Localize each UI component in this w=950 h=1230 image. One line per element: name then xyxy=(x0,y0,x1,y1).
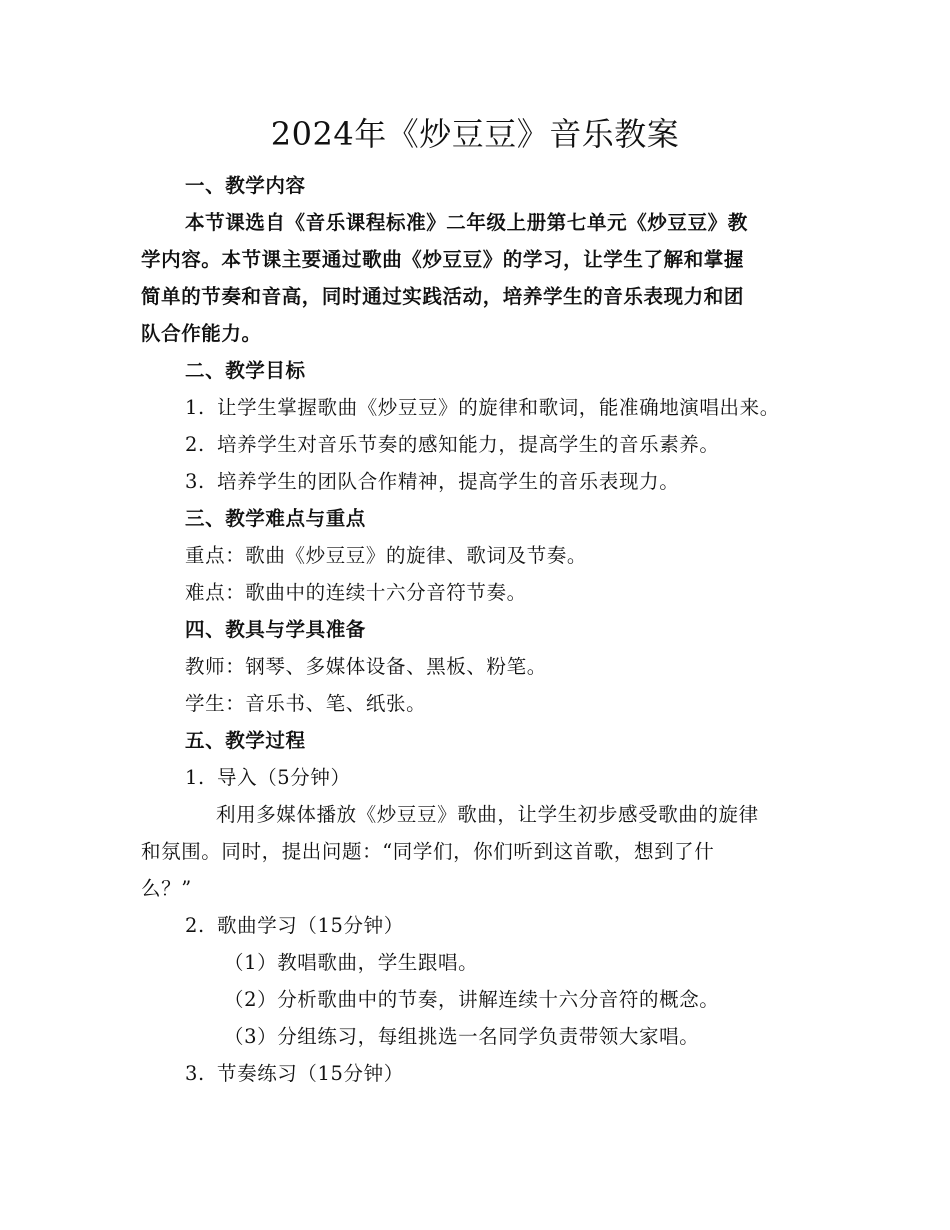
step-label: 导入（5分钟） xyxy=(217,766,351,789)
section-heading-key-points: 三、教学难点与重点 xyxy=(185,507,366,530)
process-step xyxy=(185,912,404,940)
objective-number: 2. xyxy=(185,433,205,456)
objective-number: 1. xyxy=(185,396,205,419)
step-number: 1. xyxy=(185,766,205,789)
substep-line: （2）分析歌曲中的节奏，讲解连续十六分音符的概念。 xyxy=(224,988,720,1011)
difficulty-line: 难点：歌曲中的连续十六分音符节奏。 xyxy=(185,581,527,604)
objective-item xyxy=(185,394,780,422)
substep-line: （3）分组练习，每组挑选一名同学负责带领大家唱。 xyxy=(224,1025,700,1048)
objective-text: 让学生掌握歌曲《炒豆豆》的旋律和歌词，能准确地演唱出来。 xyxy=(217,396,780,419)
step-paragraph-line: 么？” xyxy=(141,877,192,900)
step-number: 2. xyxy=(185,914,205,937)
objective-item xyxy=(185,431,720,459)
step-label: 节奏练习（15分钟） xyxy=(217,1062,404,1085)
content-paragraph-line: 本节课选自《音乐课程标准》二年级上册第七单元《炒豆豆》教 xyxy=(185,211,748,234)
content-paragraph-line: 学内容。本节课主要通过歌曲《炒豆豆》的学习，让学生了解和掌握 xyxy=(141,248,745,271)
section-heading-objectives: 二、教学目标 xyxy=(185,359,306,382)
objective-text: 培养学生的团队合作精神，提高学生的音乐表现力。 xyxy=(217,470,680,493)
objective-text: 培养学生对音乐节奏的感知能力，提高学生的音乐素养。 xyxy=(217,433,720,456)
process-step xyxy=(185,1060,404,1088)
document-title: 2024年《炒豆豆》音乐教案 xyxy=(270,115,680,153)
objective-number: 3. xyxy=(185,470,205,493)
objective-item xyxy=(185,468,679,496)
content-paragraph-line: 队合作能力。 xyxy=(141,322,262,345)
key-point-line: 重点：歌曲《炒豆豆》的旋律、歌词及节奏。 xyxy=(185,544,588,567)
step-label: 歌曲学习（15分钟） xyxy=(217,914,404,937)
step-paragraph-line: 利用多媒体播放《炒豆豆》歌曲，让学生初步感受歌曲的旋律 xyxy=(216,803,759,826)
step-number: 3. xyxy=(185,1062,205,1085)
process-step xyxy=(185,764,351,792)
content-paragraph-line: 简单的节奏和音高，同时通过实践活动，培养学生的音乐表现力和团 xyxy=(141,285,745,308)
student-materials-line: 学生：音乐书、笔、纸张。 xyxy=(185,692,427,715)
section-heading-materials: 四、教具与学具准备 xyxy=(185,618,366,641)
step-paragraph-line: 和氛围。同时，提出问题：“同学们，你们听到这首歌，想到了什 xyxy=(141,840,715,863)
section-heading-process: 五、教学过程 xyxy=(185,729,306,752)
substep-line: （1）教唱歌曲，学生跟唱。 xyxy=(224,951,479,974)
section-heading-content: 一、教学内容 xyxy=(185,174,306,197)
teacher-materials-line: 教师：钢琴、多媒体设备、黑板、粉笔。 xyxy=(185,655,547,678)
